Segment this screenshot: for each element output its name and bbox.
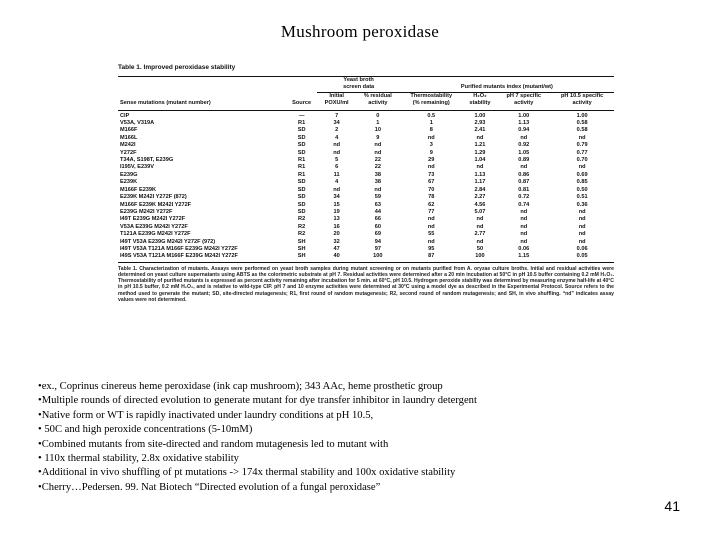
table-cell: 2.41 [474, 127, 486, 134]
table-cell: 0.81 [518, 186, 530, 193]
table-cell: 0.72 [518, 194, 530, 201]
table-cell: 59 [374, 194, 381, 201]
table-cell: 0.06 [576, 245, 588, 252]
table-row [118, 135, 614, 142]
table-cell: nd [427, 223, 435, 230]
mutation-cell: M242I [120, 142, 136, 149]
table-cell: 0.85 [576, 179, 588, 186]
table-cell: 0.79 [576, 142, 588, 149]
table-cell: 70 [428, 186, 435, 193]
bullet-item: •Combined mutants from site-directed and random mutagenesis led to mutant with [38, 438, 389, 450]
group-header-purified-text: Purified mutants index (mutant/wt) [460, 84, 553, 91]
table-cell: 0.06 [518, 245, 530, 252]
table-cell: 34 [333, 194, 340, 201]
table-row [118, 150, 614, 157]
table-row [118, 253, 614, 262]
table-cell: 100 [356, 253, 400, 262]
table-cell: nd [578, 231, 586, 238]
bullet-item: •Multiple rounds of directed evolution to generate mutant for dye transfer inhibitor in laundry detergent [38, 395, 477, 407]
table-cell: 0.58 [576, 127, 588, 134]
table-cell: nd [427, 216, 435, 223]
mutation-cell: M166F E239K [120, 186, 157, 193]
table-cell: 5.07 [474, 208, 486, 215]
table-cell: 50 [476, 245, 484, 252]
table-cell: nd [333, 186, 341, 193]
table-figure [118, 64, 614, 303]
table-row [118, 187, 614, 194]
table-cell: 7 [335, 112, 339, 119]
table-cell: nd [333, 149, 341, 156]
table-cell: 47 [333, 245, 340, 252]
table-caption-label: Table 1. [118, 64, 142, 71]
table-cell: 19 [333, 208, 340, 215]
mutation-cell: T121A E239G M242I Y272F [120, 231, 191, 238]
table-cell: 78 [428, 194, 435, 201]
table-cell: 9 [429, 149, 433, 156]
table-cell: 2.93 [474, 120, 486, 127]
table-cell: nd [476, 223, 484, 230]
table-cell: 22 [374, 157, 381, 164]
mutation-cell: Y272F [120, 149, 137, 156]
table-cell: 0.87 [518, 179, 530, 186]
table-cell: 1.15 [497, 253, 550, 262]
table-row [118, 157, 614, 164]
table-cell: SD [297, 201, 306, 208]
table-cell: R2 [298, 231, 306, 238]
table-cell: 1.29 [474, 149, 486, 156]
table-row [118, 194, 614, 201]
column-header: pH 10.5 specific activity [550, 92, 614, 110]
table-cell: 1.04 [474, 157, 486, 164]
table-cell: 44 [374, 208, 381, 215]
table-cell: 0.58 [576, 120, 588, 127]
table-cell: nd [578, 134, 586, 141]
table-cell: 20 [333, 231, 340, 238]
table-cell: 97 [374, 245, 381, 252]
table-cell: nd [520, 216, 528, 223]
table-cell: nd [520, 238, 528, 245]
table-cell: 0.86 [518, 171, 530, 178]
column-header: Sense mutations (mutant number) [118, 92, 286, 110]
mutation-cell: I49T E239G M242I Y272F [120, 216, 186, 223]
table-cell: — [298, 112, 305, 119]
bullet-list [38, 380, 678, 495]
table-row [118, 224, 614, 231]
mutation-cell: M166L [120, 134, 138, 141]
table-cell: 1.00 [518, 112, 530, 119]
table-cell: nd [476, 134, 484, 141]
table-cell: 60 [374, 223, 381, 230]
table-cell: nd [476, 238, 484, 245]
table-cell: 63 [374, 201, 381, 208]
table-cell: 77 [428, 208, 435, 215]
table-cell: 73 [428, 171, 435, 178]
mutation-cell: E239G M242I Y272F [120, 208, 173, 215]
table-cell: nd [476, 164, 484, 171]
table-cell: 9 [376, 134, 380, 141]
table-cell: nd [333, 142, 341, 149]
table-cell: R2 [298, 216, 306, 223]
table-cell: R1 [298, 120, 306, 127]
mutation-cell: M166F E239K M242I Y272F [120, 201, 192, 208]
table-cell: 0.5 [427, 112, 436, 119]
table-cell: SH [286, 253, 318, 262]
table-cell: 22 [374, 164, 381, 171]
bullet-item: •ex., Coprinus cinereus heme peroxidase (ink cap mushroom); 343 AAc, heme prosthetic group [38, 381, 443, 392]
mutation-cell: CIP [120, 112, 130, 119]
results-table [118, 76, 614, 263]
table-cell: 1.21 [474, 142, 486, 149]
bullet-item: • 110x thermal stability, 2.8x oxidative stability [38, 453, 239, 465]
table-cell: 0.70 [576, 157, 588, 164]
table-row [118, 209, 614, 216]
table-cell: SD [297, 134, 306, 141]
table-cell: nd [578, 238, 586, 245]
table-cell: 0.74 [518, 201, 530, 208]
table-cell: 10 [374, 127, 381, 134]
table-cell: 0.50 [576, 186, 588, 193]
mutation-cell: I49T V53A T121A M166F E239G M242I Y272F [120, 245, 238, 252]
table-cell: nd [578, 208, 586, 215]
table-cell: nd [427, 134, 435, 141]
table-cell: 6 [335, 164, 339, 171]
group-header-screen-text: Yeast broth screen data [343, 77, 375, 91]
table-cell: R2 [298, 223, 306, 230]
bullet-item: •Additional in vivo shuffling of pt mutations -> 174x thermal stability and 100x oxidative stability [38, 467, 456, 479]
table-cell: 16 [333, 223, 340, 230]
table-cell: 13 [333, 216, 340, 223]
table-row [118, 164, 614, 171]
table-cell: 1.13 [474, 171, 486, 178]
table-cell: 0.05 [550, 253, 614, 262]
mutation-cell: I195V, E239V [120, 164, 155, 171]
table-cell: SD [297, 208, 306, 215]
table-row [118, 120, 614, 127]
table-cell: R1 [298, 171, 306, 178]
column-header: Thermostability (% remaining) [400, 92, 463, 110]
table-cell: SD [297, 179, 306, 186]
table-cell: 4.56 [474, 201, 486, 208]
table-row [118, 246, 614, 253]
mutation-cell: M166F [120, 127, 138, 134]
bullet-item: •Native form or WT is rapidly inactivated under laundry conditions at pH 10.5, [38, 409, 374, 421]
table-cell: R1 [298, 164, 306, 171]
table-cell: 0.89 [518, 157, 530, 164]
group-header-screen [317, 77, 399, 93]
table-cell: nd [476, 216, 484, 223]
table-row [118, 179, 614, 186]
table-cell: SH [297, 245, 306, 252]
column-header-row [118, 92, 614, 110]
table-cell: nd [520, 164, 528, 171]
table-cell: nd [520, 231, 528, 238]
column-header: Source [286, 92, 318, 110]
table-cell: 1.13 [518, 120, 530, 127]
table-cell: nd [374, 142, 382, 149]
table-cell: 5 [335, 157, 339, 164]
table-cell: 38 [374, 171, 381, 178]
table-cell: 32 [333, 238, 340, 245]
table-cell: 69 [374, 231, 381, 238]
table-row [118, 127, 614, 134]
table-cell: SH [297, 238, 306, 245]
table-footnote: Table 1. Characterization of mutants. Assays were performed on yeast broth samples during mutant screening or on mutants purified from A. oryzae culture broths. Initial and residual activities were determined on yeast culture supernatants using ABTS as the colorimetric substrate at pH 7. Residual activities were determined after a 20 min incubation at 50°C in pH 10.5 buffer containing 0.2 mM H₂O₂. Thermostability of purified mutants is expressed as percent activity remaining after incubation for 5 min. at 60°C, pH 10.5. Hydrogen peroxide stability was determined by measuring enzyme half-life at 40°C in pH 10.5 buffer, 0.2 mM H₂O₂, and is relative to wild-type CIP. pH 7 and 10 enzyme activities were determined at 30°C using a model dye as described in the Experimental Protocol. Source refers to the method used to generate the mutant; SD, site-directed mutagenesis; R1, first round of random mutagenesis; R2, second round of random mutagenesis; and SH, in vivo shuffling. “nd” indicates assay values were not determined. [118, 265, 614, 303]
table-cell: nd [578, 216, 586, 223]
table-cell: nd [578, 164, 586, 171]
table-row [118, 172, 614, 179]
table-cell: nd [520, 134, 528, 141]
table-cell: nd [374, 186, 382, 193]
table-cell: R1 [298, 157, 306, 164]
table-cell: 3 [429, 142, 433, 149]
column-header: H₂O₂ stability [463, 92, 498, 110]
mutation-cell: I49S V53A T121A M166F E239G M242I Y272F [118, 253, 286, 262]
slide-title: Mushroom peroxidase [280, 22, 440, 41]
group-header-purified [400, 77, 614, 93]
table-cell: 1 [429, 120, 433, 127]
table-row [118, 239, 614, 246]
table-cell: SD [297, 127, 306, 134]
table-cell: nd [427, 238, 435, 245]
table-cell: 1.00 [576, 112, 588, 119]
table-cell: 94 [374, 238, 381, 245]
table-caption-title: Improved peroxidase stability [143, 64, 236, 71]
table-cell: 4 [335, 134, 339, 141]
table-cell: 62 [428, 201, 435, 208]
column-header: Initial POXU/ml [317, 92, 355, 110]
table-cell: 95 [428, 245, 435, 252]
table-body [118, 110, 614, 262]
column-header: pH 7 specific activity [497, 92, 550, 110]
table-cell: SD [297, 142, 306, 149]
table-cell: 1.17 [474, 179, 486, 186]
table-cell: 55 [428, 231, 435, 238]
table-cell: 11 [333, 171, 340, 178]
table-cell: 2 [335, 127, 339, 134]
page-number: 41 [664, 498, 680, 514]
table-cell: 0.69 [576, 171, 588, 178]
mutation-cell: T34A, S198T, E239G [120, 157, 174, 164]
table-cell: 2.77 [474, 231, 486, 238]
table-cell: nd [520, 223, 528, 230]
table-cell: 40 [317, 253, 355, 262]
table-row [118, 110, 614, 120]
table-cell: 0.92 [518, 142, 530, 149]
mutation-cell: E239K [120, 179, 138, 186]
mutation-cell: V53A E239G M242I Y272F [120, 223, 188, 230]
table-row [118, 216, 614, 223]
bullet-item: • 50C and high peroxide concentrations (5-10mM) [38, 424, 253, 436]
table-cell: 1.05 [518, 149, 530, 156]
table-cell: nd [520, 208, 528, 215]
table-cell: 66 [374, 216, 381, 223]
mutation-cell: E239K M242I Y272F (872) [120, 194, 187, 201]
table-cell: 38 [374, 179, 381, 186]
table-cell: 2.84 [474, 186, 486, 193]
table-cell: 87 [400, 253, 463, 262]
table-cell: 1 [376, 120, 380, 127]
table-cell: 0.94 [518, 127, 530, 134]
table-cell: 0.51 [576, 194, 588, 201]
table-cell: 29 [428, 157, 435, 164]
mutation-cell: E239G [120, 171, 138, 178]
table-row [118, 142, 614, 149]
table-cell: 8 [429, 127, 433, 134]
table-cell: 2.27 [474, 194, 486, 201]
bullet-item: •Cherry…Pedersen. 99. Nat Biotech “Directed evolution of a fungal peroxidase” [38, 481, 381, 493]
table-cell: 4 [335, 179, 339, 186]
table-caption [118, 64, 614, 71]
table-cell: nd [374, 149, 382, 156]
table-cell: 1.00 [474, 112, 486, 119]
mutation-cell: V53A, V319A [120, 120, 155, 127]
table-cell: 67 [428, 179, 435, 186]
table-row [118, 202, 614, 209]
table-cell: 100 [463, 253, 498, 262]
table-cell: 34 [333, 120, 340, 127]
table-cell: nd [578, 223, 586, 230]
table-cell: 15 [333, 201, 340, 208]
table-cell: SD [297, 149, 306, 156]
table-cell: SD [297, 194, 306, 201]
table-cell: 0.77 [576, 149, 588, 156]
table-row [118, 231, 614, 238]
mutation-cell: I49T V53A E239G M242I Y272F (972) [120, 238, 216, 245]
table-cell: 0 [376, 112, 380, 119]
column-header: % residual activity [356, 92, 400, 110]
table-cell: 0.36 [576, 201, 588, 208]
table-cell: nd [427, 164, 435, 171]
table-cell: SD [297, 186, 306, 193]
